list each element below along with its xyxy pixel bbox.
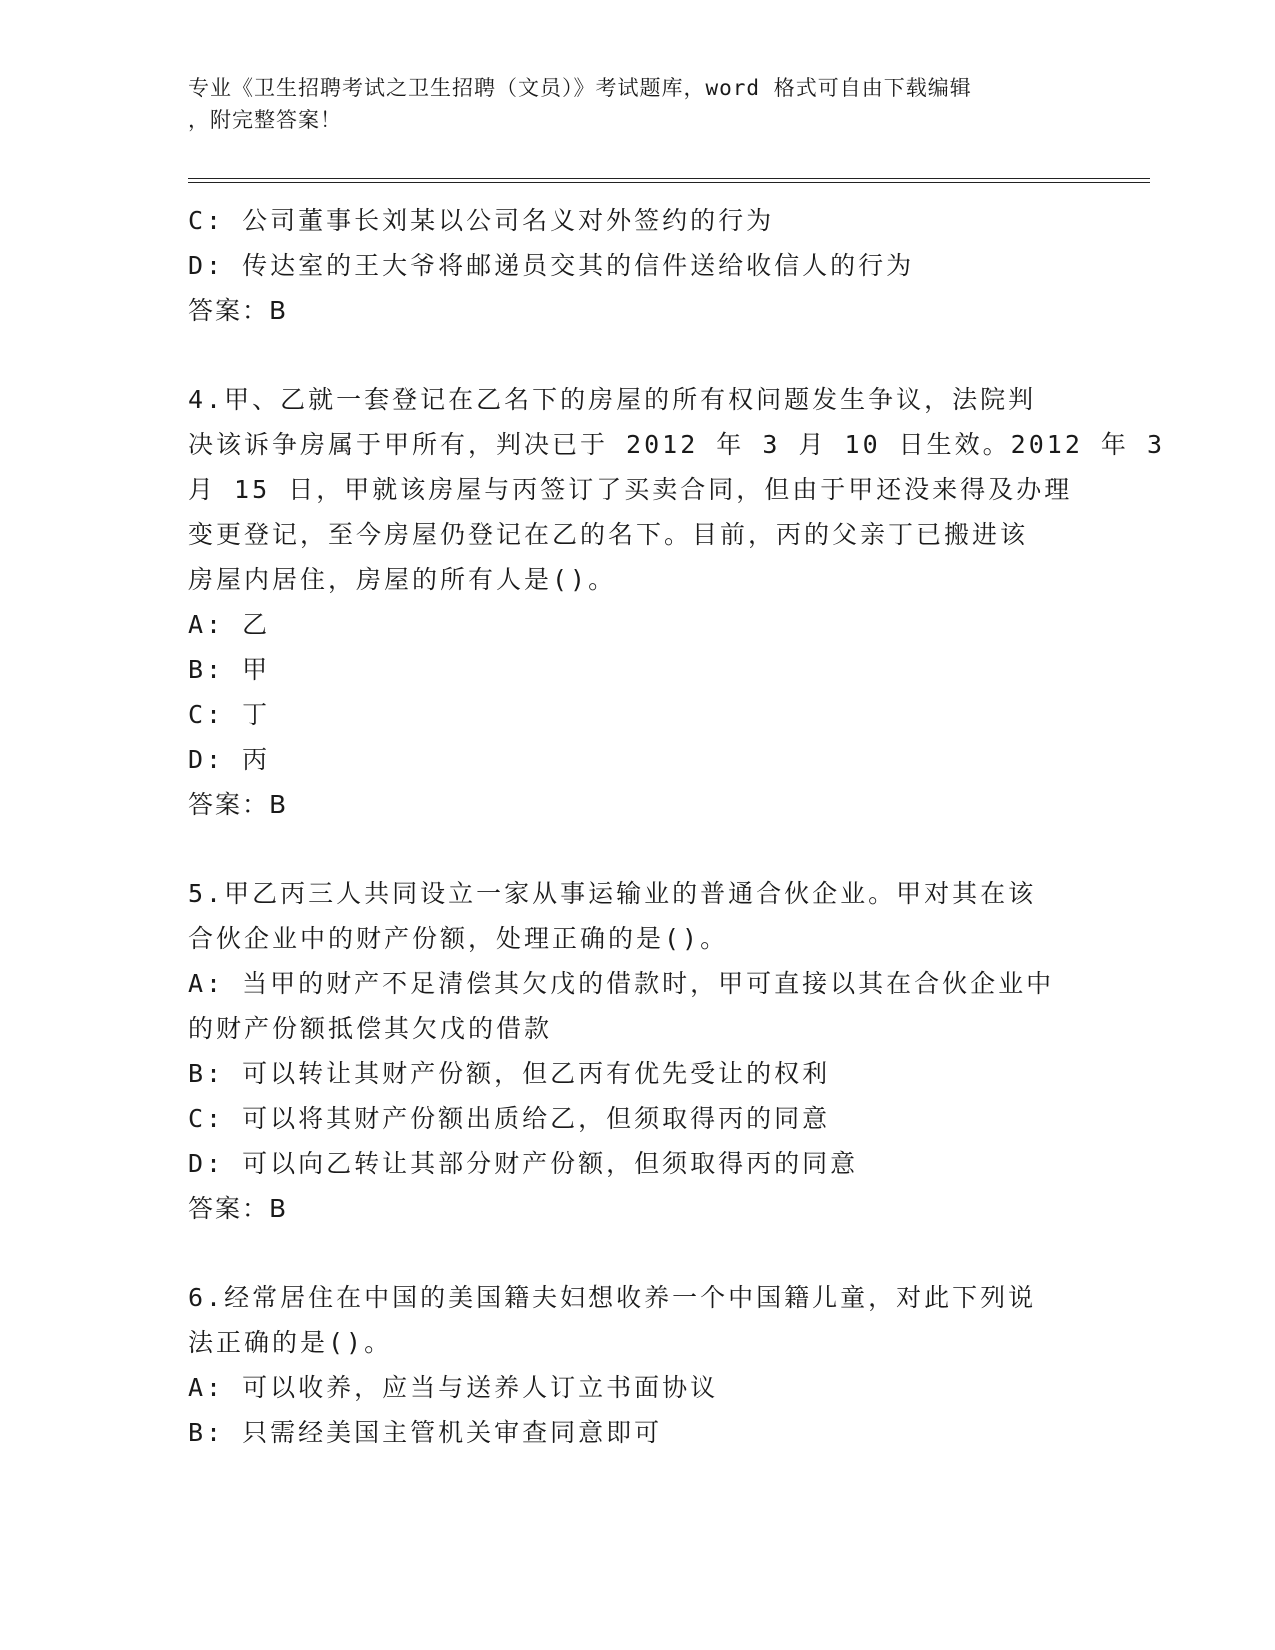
q6-option-a: A: 可以收养，应当与送养人订立书面协议 (188, 1373, 719, 1402)
q4-option-b: B: 甲 (188, 655, 271, 684)
q5-stem-line: 5.甲乙丙三人共同设立一家从事运输业的普通合伙企业。甲对其在该 (188, 879, 1037, 908)
header-title-line2: ，附完整答案！ (188, 108, 342, 132)
header-title-line1: 专业《卫生招聘考试之卫生招聘（文员）》考试题库，word 格式可自由下载编辑 (188, 76, 972, 100)
q3-option-c: C: 公司董事长刘某以公司名义对外签约的行为 (188, 206, 775, 235)
q5-option-c: C: 可以将其财产份额出质给乙，但须取得丙的同意 (188, 1104, 831, 1133)
q6-option-b: B: 只需经美国主管机关审查同意即可 (188, 1418, 663, 1447)
document-header (188, 72, 1068, 136)
q4-stem-line: 变更登记，至今房屋仍登记在乙的名下。目前，丙的父亲丁已搬进该 (188, 520, 1029, 549)
q4-stem-line: 决该诉争房属于甲所有，判决已于 2012 年 3 月 10 日生效。2012 年 3 (188, 430, 1166, 459)
q4-stem-line: 4.甲、乙就一套登记在乙名下的房屋的所有权问题发生争议，法院判 (188, 385, 1037, 414)
q5-answer: 答案：B (188, 1194, 289, 1223)
q4-option-d: D: 丙 (188, 745, 271, 774)
q4-stem-line: 月 15 日，甲就该房屋与丙签订了买卖合同，但由于甲还没来得及办理 (188, 475, 1073, 504)
header-divider-top (188, 178, 1150, 179)
header-divider-bottom (188, 182, 1150, 183)
q5-option-d: D: 可以向乙转让其部分财产份额，但须取得丙的同意 (188, 1149, 859, 1178)
q6-stem-line: 6.经常居住在中国的美国籍夫妇想收养一个中国籍儿童，对此下列说 (188, 1283, 1037, 1312)
q5-option-a: A: 当甲的财产不足清偿其欠戊的借款时，甲可直接以其在合伙企业中 (188, 969, 1055, 998)
q4-stem-line: 房屋内居住，房屋的所有人是()。 (188, 565, 617, 594)
q4-answer: 答案：B (188, 790, 289, 819)
q3-answer: 答案：B (188, 296, 289, 325)
q5-option-a-cont: 的财产份额抵偿其欠戊的借款 (188, 1014, 553, 1043)
q5-option-b: B: 可以转让其财产份额，但乙丙有优先受让的权利 (188, 1059, 831, 1088)
q3-option-d: D: 传达室的王大爷将邮递员交其的信件送给收信人的行为 (188, 251, 915, 280)
q6-stem-line: 法正确的是()。 (188, 1328, 393, 1357)
q5-stem-line: 合伙企业中的财产份额，处理正确的是()。 (188, 924, 729, 953)
q4-option-c: C: 丁 (188, 700, 271, 729)
q4-option-a: A: 乙 (188, 610, 271, 639)
